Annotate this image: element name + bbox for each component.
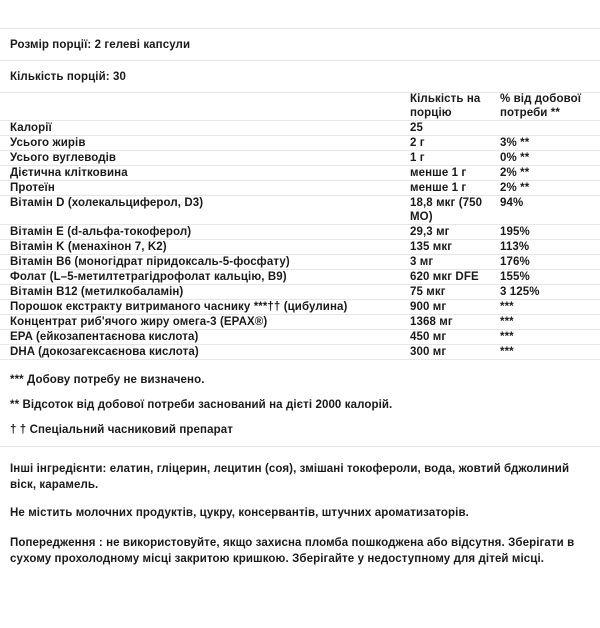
nutrient-name: Протеїн	[10, 182, 55, 194]
table-row	[0, 136, 600, 151]
table-row	[0, 181, 600, 196]
nutrient-amount: 18,8 мкг (750 МО)	[410, 197, 483, 223]
nutrient-daily-value: 155%	[500, 271, 530, 283]
nutrient-name: Усього жирів	[10, 137, 86, 149]
table-row	[0, 330, 600, 345]
nutrient-name: Фолат (L–5-метилтетрагідрофолат кальцію, B9)	[10, 271, 287, 283]
table-row	[0, 315, 600, 330]
nutrient-daily-value: 94%	[500, 197, 524, 209]
column-header-nutrient	[0, 93, 410, 121]
nutrient-amount: 450 мг	[410, 331, 447, 343]
nutrient-name: Усього вуглеводів	[10, 152, 117, 164]
nutrient-amount: менше 1 г	[410, 182, 467, 194]
serving-size-row: Розмір порції: 2 гелеві капсули	[0, 29, 600, 61]
column-header-daily-value: % від добової потреби **	[500, 93, 600, 121]
nutrient-amount: 2 г	[410, 137, 425, 149]
nutrient-amount: 900 мг	[410, 301, 447, 313]
nutrient-daily-value: 2% **	[500, 182, 530, 194]
nutrient-name: Вітамін B6 (моногідрат піридоксаль-5-фосфату)	[10, 256, 290, 268]
table-row	[0, 225, 600, 240]
nutrient-name: Вітамін E (d-альфа-токоферол)	[10, 226, 192, 238]
nutrient-daily-value: 0% **	[500, 152, 530, 164]
nutrient-daily-value: 2% **	[500, 167, 530, 179]
nutrient-daily-value: ***	[500, 331, 514, 343]
nutrient-name: EPA (ейкозапентаєнова кислота)	[10, 331, 199, 343]
nutrient-amount: 3 мг	[410, 256, 434, 268]
table-row	[0, 285, 600, 300]
nutrient-name: Вітамін K (менахінон 7, K2)	[10, 241, 167, 253]
footnotes-block	[0, 360, 600, 446]
prose-block	[0, 447, 600, 574]
nutrient-amount: 29,3 мг	[410, 226, 450, 238]
nutrient-amount: 135 мкг	[410, 241, 453, 253]
nutrient-amount: 1368 мг	[410, 316, 453, 328]
column-header-amount-per-serving: Кількість на порцію	[410, 93, 500, 121]
footnote-triple-asterisk: *** Добову потребу не визначено.	[10, 374, 205, 386]
warning-text: Попередження : не використовуйте, якщо захисна пломба пошкоджена або відсутня. Зберігати в сухому прохолодному місці закритою кришкою. Зберігайте у недоступному для дітей місці.	[10, 537, 575, 565]
nutrient-amount: менше 1 г	[410, 167, 467, 179]
nutrient-name: Вітамін B12 (метилкобаламін)	[10, 286, 184, 298]
table-row	[0, 240, 600, 255]
table-row	[0, 151, 600, 166]
nutrient-name: Дієтична клітковина	[10, 167, 128, 179]
free-from-text: Не містить молочних продуктів, цукру, консервантів, штучних ароматизаторів.	[10, 507, 469, 519]
nutrient-name: Порошок екстракту витриманого часнику ***†† (цибулина)	[10, 301, 348, 313]
table-row	[0, 255, 600, 270]
nutrient-name: DHA (докозагексаєнова кислота)	[10, 346, 199, 358]
table-header-row	[0, 93, 600, 121]
table-row	[0, 300, 600, 315]
supplement-facts-panel	[0, 28, 600, 574]
table-row	[0, 270, 600, 285]
footnote-double-asterisk: ** Відсоток від добової потреби заснований на дієті 2000 калорій.	[10, 399, 393, 411]
nutrient-daily-value: ***	[500, 301, 514, 313]
table-row	[0, 196, 600, 225]
nutrient-amount: 300 мг	[410, 346, 447, 358]
footnote-dagger: † † Спеціальний часниковий препарат	[10, 424, 233, 436]
nutrient-daily-value: 195%	[500, 226, 530, 238]
nutrient-amount: 75 мкг	[410, 286, 446, 298]
nutrition-table-body	[0, 121, 600, 360]
nutrient-amount: 620 мкг DFE	[410, 271, 479, 283]
nutrient-amount: 25	[410, 122, 423, 134]
nutrient-daily-value: 3% **	[500, 137, 530, 149]
nutrient-name: Вітамін D (холекальциферол, D3)	[10, 197, 204, 209]
servings-per-container-row: Кількість порцій: 30	[0, 61, 600, 93]
nutrient-daily-value: 113%	[500, 241, 530, 253]
nutrient-daily-value: 3 125%	[500, 286, 540, 298]
nutrition-table	[0, 93, 600, 360]
nutrient-name: Калорії	[10, 122, 52, 134]
table-row	[0, 121, 600, 136]
other-ingredients-text: Інші інгредієнти: елатин, гліцерин, лецитин (соя), змішані токофероли, вода, жовтий бджолиний віск, карамель.	[10, 463, 570, 491]
table-row	[0, 345, 600, 360]
nutrition-table-head	[0, 93, 600, 121]
nutrient-daily-value: ***	[500, 346, 514, 358]
nutrient-daily-value: ***	[500, 316, 514, 328]
table-row	[0, 166, 600, 181]
serving-info-block	[0, 28, 600, 93]
nutrient-amount: 1 г	[410, 152, 425, 164]
nutrient-daily-value: 176%	[500, 256, 530, 268]
nutrient-name: Концентрат риб'ячого жиру омега-3 (EPAX®)	[10, 316, 268, 328]
nutrient-daily-value	[500, 121, 600, 136]
